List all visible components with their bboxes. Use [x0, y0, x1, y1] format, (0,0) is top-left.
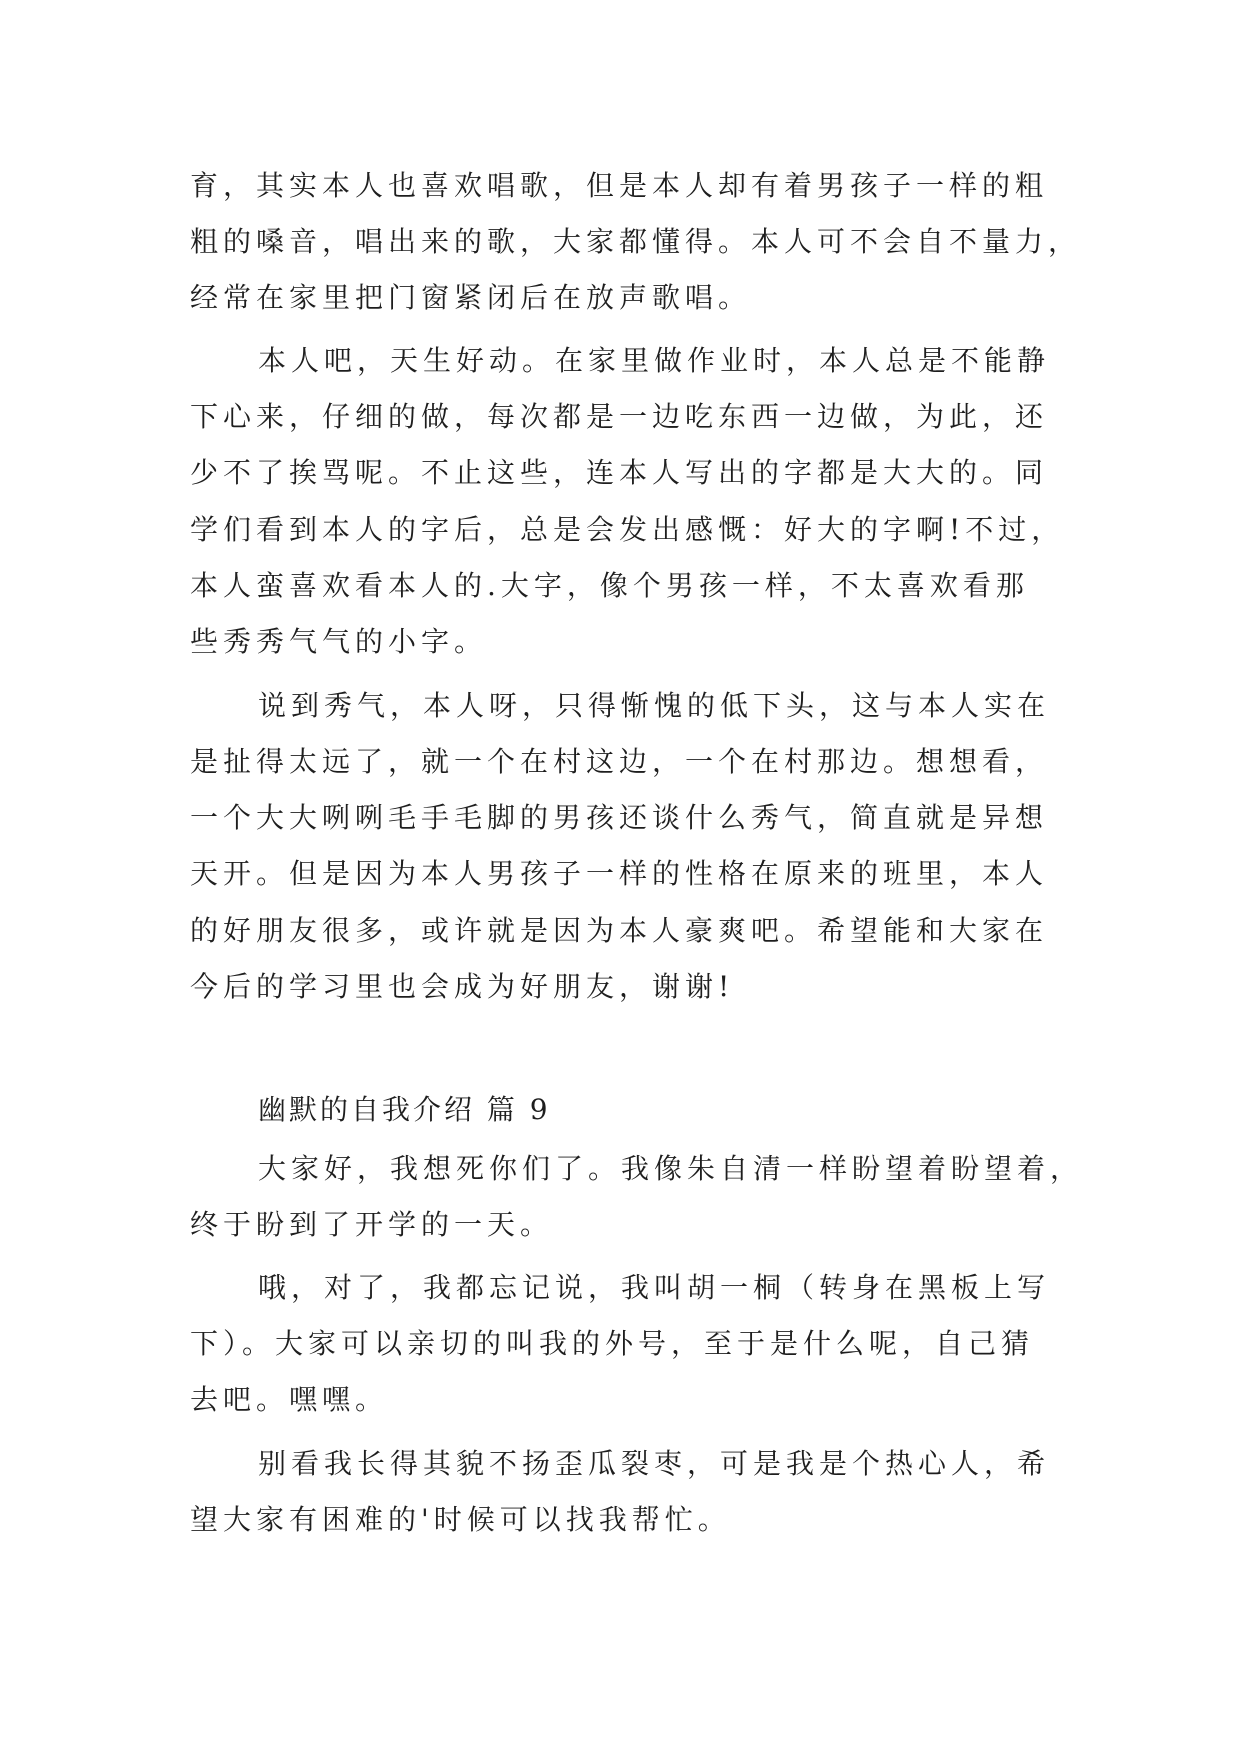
text-line: 本人吧，天生好动。在家里做作业时，本人总是不能静: [258, 344, 1051, 377]
text-line: 今后的学习里也会成为好朋友，谢谢!: [190, 970, 735, 1003]
text-line: 的好朋友很多，或许就是因为本人豪爽吧。希望能和大家在: [190, 914, 1049, 947]
text-line: 下心来，仔细的做，每次都是一边吃东西一边做，为此，还: [190, 400, 1049, 433]
text-line: 一个大大咧咧毛手毛脚的男孩还谈什么秀气，简直就是异想: [190, 801, 1049, 834]
text-line: 哦，对了，我都忘记说，我叫胡一桐（转身在黑板上写: [258, 1271, 1051, 1304]
section-heading: 幽默的自我介绍 篇 9: [258, 1093, 551, 1126]
text-line: 少不了挨骂呢。不止这些，连本人写出的字都是大大的。同: [190, 456, 1049, 489]
text-line: 经常在家里把门窗紧闭后在放声歌唱。: [190, 281, 752, 314]
text-line: 说到秀气，本人呀，只得惭愧的低下头，这与本人实在: [258, 689, 1051, 722]
text-line: 些秀秀气气的小字。: [190, 625, 488, 658]
text-line: 学们看到本人的字后，总是会发出感慨：好大的字啊!不过，: [190, 513, 1065, 546]
text-line: 天开。但是因为本人男孩子一样的性格在原来的班里，本人: [190, 857, 1049, 890]
text-line: 是扯得太远了，就一个在村这边，一个在村那边。想想看，: [190, 745, 1049, 778]
text-line: 粗的嗓音，唱出来的歌，大家都懂得。本人可不会自不量力，: [190, 225, 1082, 258]
text-line: 别看我长得其貌不扬歪瓜裂枣，可是我是个热心人，希: [258, 1447, 1051, 1480]
text-line: 育，其实本人也喜欢唱歌，但是本人却有着男孩子一样的粗: [190, 169, 1049, 202]
text-line: 本人蛮喜欢看本人的.大字，像个男孩一样，不太喜欢看那: [190, 569, 1029, 602]
text-line: 大家好，我想死你们了。我像朱自清一样盼望着盼望着，: [258, 1152, 1084, 1185]
text-line: 终于盼到了开学的一天。: [190, 1208, 554, 1241]
text-line: 望大家有困难的'时候可以找我帮忙。: [190, 1503, 731, 1536]
text-line: 去吧。嘿嘿。: [190, 1383, 389, 1416]
text-line: 下）。大家可以亲切的叫我的外号，至于是什么呢，自己猜: [190, 1327, 1035, 1360]
